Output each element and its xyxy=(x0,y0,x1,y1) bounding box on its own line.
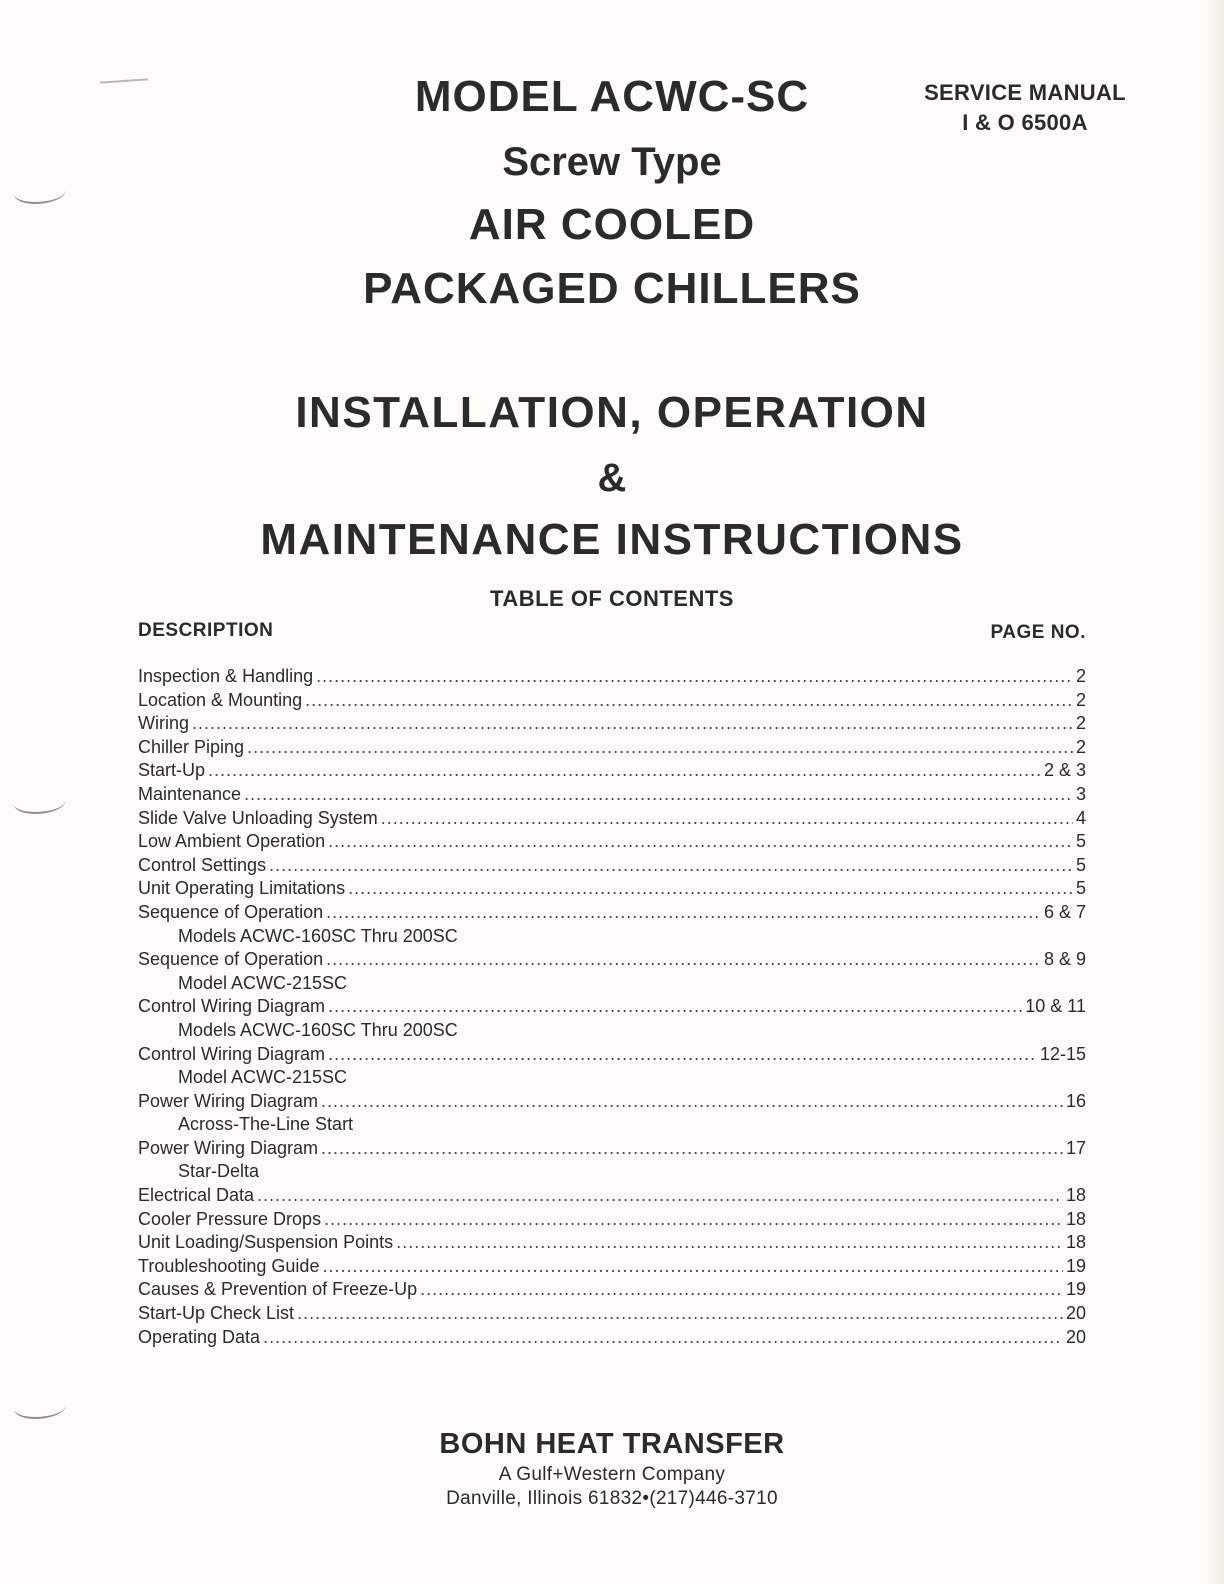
service-manual-title: SERVICE MANUAL xyxy=(924,80,1126,105)
toc-line xyxy=(138,1137,1086,1161)
toc-dot-leader xyxy=(247,736,1073,760)
toc-entry-label: Unit Loading/Suspension Points xyxy=(138,1232,394,1253)
toc-line xyxy=(138,877,1086,901)
toc-entry-label: Sequence of Operation xyxy=(138,949,324,970)
toc-dot-leader xyxy=(263,1326,1063,1350)
toc-entry-page: 2 & 3 xyxy=(1043,760,1086,781)
toc-entry-subtitle: Model ACWC-215SC xyxy=(178,972,348,993)
toc-line xyxy=(138,1208,1086,1232)
toc-entry-label: Unit Operating Limitations xyxy=(138,878,346,899)
toc-entry-page: 16 xyxy=(1065,1090,1086,1111)
toc-entry xyxy=(138,1043,1086,1090)
toc-line xyxy=(138,759,1086,783)
toc-entry-label: Slide Valve Unloading System xyxy=(138,807,378,828)
toc-entry-label: Troubleshooting Guide xyxy=(138,1255,320,1276)
binder-mark xyxy=(14,1395,66,1419)
toc-dot-leader xyxy=(305,689,1073,713)
toc-entry-subtitle: Models ACWC-160SC Thru 200SC xyxy=(178,1019,458,1040)
toc-entry-page: 18 xyxy=(1065,1232,1086,1253)
toc-entry-page: 3 xyxy=(1075,783,1086,804)
toc-entry-page: 18 xyxy=(1065,1208,1086,1229)
toc-line xyxy=(138,1302,1086,1326)
toc-entry-page: 20 xyxy=(1065,1303,1086,1324)
toc-entry-label: Electrical Data xyxy=(138,1185,255,1206)
toc-entry-page: 10 & 11 xyxy=(1025,996,1086,1017)
toc-entry xyxy=(138,877,1086,901)
toc-entry xyxy=(138,1255,1086,1279)
toc-entry-page: 19 xyxy=(1065,1279,1086,1300)
toc-entry xyxy=(138,1278,1086,1302)
toc-entry-label: Power Wiring Diagram xyxy=(138,1090,319,1111)
toc-entry xyxy=(138,1208,1086,1232)
toc-entry xyxy=(138,901,1086,948)
toc-entry-label: Control Wiring Diagram xyxy=(138,1043,326,1064)
toc-entry-page: 4 xyxy=(1075,807,1086,828)
toc-entry xyxy=(138,712,1086,736)
toc-entry xyxy=(138,854,1086,878)
toc-entry-page: 6 & 7 xyxy=(1043,901,1086,922)
toc-dot-leader xyxy=(208,759,1041,783)
toc-entry-page: 20 xyxy=(1065,1326,1086,1347)
toc-dot-leader xyxy=(324,1208,1063,1232)
toc-entry-label: Control Settings xyxy=(138,854,267,875)
toc-entry xyxy=(138,1184,1086,1208)
toc-entry-label: Start-Up xyxy=(138,760,206,781)
toc-entry-label: Causes & Prevention of Freeze-Up xyxy=(138,1279,418,1300)
toc-entry xyxy=(138,1090,1086,1137)
manual-number: I & O 6500A xyxy=(962,110,1088,135)
toc-entry-subtitle: Across-The-Line Start xyxy=(178,1114,354,1135)
title-line-installation-operation: INSTALLATION, OPERATION xyxy=(295,388,929,437)
toc-entry-label: Wiring xyxy=(138,713,190,734)
toc-entry-page: 2 xyxy=(1075,713,1086,734)
toc-dot-leader xyxy=(321,1090,1063,1114)
toc-entry-label: Sequence of Operation xyxy=(138,901,324,922)
toc-dot-leader xyxy=(348,877,1073,901)
toc-entry-subtitle: Star-Delta xyxy=(178,1161,260,1182)
toc-entry-page: 5 xyxy=(1075,878,1086,899)
toc-entry xyxy=(138,689,1086,713)
toc-line xyxy=(138,1184,1086,1208)
toc-entry-page: 2 xyxy=(1075,689,1086,710)
toc-dot-leader xyxy=(326,948,1041,972)
toc-dot-leader xyxy=(322,1255,1063,1279)
toc-entry-label: Maintenance xyxy=(138,783,242,804)
toc-entry xyxy=(138,1302,1086,1326)
title-line-air-cooled: AIR COOLED xyxy=(468,200,756,249)
toc-line xyxy=(138,736,1086,760)
toc-dot-leader xyxy=(328,830,1073,854)
toc-entry-label: Power Wiring Diagram xyxy=(138,1137,319,1158)
toc-entry-label: Inspection & Handling xyxy=(138,666,314,686)
toc-entry xyxy=(138,665,1086,689)
toc-entry-label: Low Ambient Operation xyxy=(138,831,326,852)
toc-dot-leader xyxy=(244,783,1073,807)
toc-dot-leader xyxy=(321,1137,1063,1161)
toc-entry xyxy=(138,736,1086,760)
toc-line xyxy=(138,1043,1086,1067)
table-of-contents xyxy=(138,665,1086,1349)
toc-dot-leader xyxy=(326,901,1041,925)
company-address: Danville, Illinois 61832•(217)446-3710 xyxy=(446,1488,778,1509)
toc-entry xyxy=(138,830,1086,854)
binder-mark xyxy=(14,790,66,814)
toc-entry-page: 17 xyxy=(1065,1137,1086,1158)
toc-entry-label: Cooler Pressure Drops xyxy=(138,1208,322,1229)
toc-heading: TABLE OF CONTENTS xyxy=(490,586,734,611)
toc-dot-leader xyxy=(381,807,1073,831)
toc-entry-page: 5 xyxy=(1075,831,1086,852)
toc-entry xyxy=(138,1137,1086,1184)
toc-entry-page: 2 xyxy=(1075,666,1086,686)
toc-line xyxy=(138,995,1086,1019)
toc-dot-leader xyxy=(269,854,1073,878)
toc-entry xyxy=(138,1326,1086,1350)
toc-dot-leader xyxy=(328,1043,1037,1067)
toc-entry xyxy=(138,1231,1086,1255)
toc-column-page: PAGE NO. xyxy=(990,622,1086,643)
toc-entry xyxy=(138,759,1086,783)
toc-line xyxy=(138,783,1086,807)
toc-line xyxy=(138,1255,1086,1279)
toc-entry-page: 18 xyxy=(1065,1185,1086,1206)
toc-entry-page: 19 xyxy=(1065,1255,1086,1276)
toc-dot-leader xyxy=(420,1278,1063,1302)
toc-entry-label: Location & Mounting xyxy=(138,689,303,710)
toc-dot-leader xyxy=(192,712,1073,736)
company-parent: A Gulf+Western Company xyxy=(498,1464,726,1485)
title-line-packaged-chillers: PACKAGED CHILLERS xyxy=(363,264,861,313)
toc-line xyxy=(138,830,1086,854)
toc-dot-leader xyxy=(297,1302,1063,1326)
toc-entry-label: Operating Data xyxy=(138,1326,261,1347)
toc-line xyxy=(138,665,1086,689)
toc-column-description: DESCRIPTION xyxy=(138,620,274,641)
toc-entry xyxy=(138,783,1086,807)
toc-entry-page: 8 & 9 xyxy=(1043,949,1086,970)
toc-line xyxy=(138,901,1086,925)
toc-line xyxy=(138,1231,1086,1255)
toc-entry-label: Chiller Piping xyxy=(138,736,245,757)
type-subtitle: Screw Type xyxy=(502,140,722,184)
toc-dot-leader xyxy=(257,1184,1063,1208)
toc-dot-leader xyxy=(316,665,1073,689)
company-name: BOHN HEAT TRANSFER xyxy=(439,1428,785,1460)
toc-entry-label: Start-Up Check List xyxy=(138,1303,295,1324)
toc-dot-leader xyxy=(328,995,1022,1019)
toc-line xyxy=(138,948,1086,972)
toc-dot-leader xyxy=(396,1231,1063,1255)
model-title: MODEL ACWC-SC xyxy=(414,72,810,121)
toc-line xyxy=(138,689,1086,713)
toc-line xyxy=(138,854,1086,878)
toc-entry-label: Control Wiring Diagram xyxy=(138,996,326,1017)
toc-entry-page: 12-15 xyxy=(1039,1043,1086,1064)
toc-line xyxy=(138,807,1086,831)
title-ampersand: & xyxy=(597,456,627,500)
toc-line xyxy=(138,1278,1086,1302)
toc-entry xyxy=(138,995,1086,1042)
toc-line xyxy=(138,1090,1086,1114)
title-line-maintenance-instructions: MAINTENANCE INSTRUCTIONS xyxy=(260,515,964,564)
toc-entry xyxy=(138,948,1086,995)
toc-entry-subtitle: Model ACWC-215SC xyxy=(178,1067,348,1088)
toc-entry-page: 2 xyxy=(1075,736,1086,757)
toc-line xyxy=(138,1326,1086,1350)
toc-entry xyxy=(138,807,1086,831)
toc-entry-subtitle: Models ACWC-160SC Thru 200SC xyxy=(178,925,458,946)
toc-line xyxy=(138,712,1086,736)
toc-entry-page: 5 xyxy=(1075,854,1086,875)
